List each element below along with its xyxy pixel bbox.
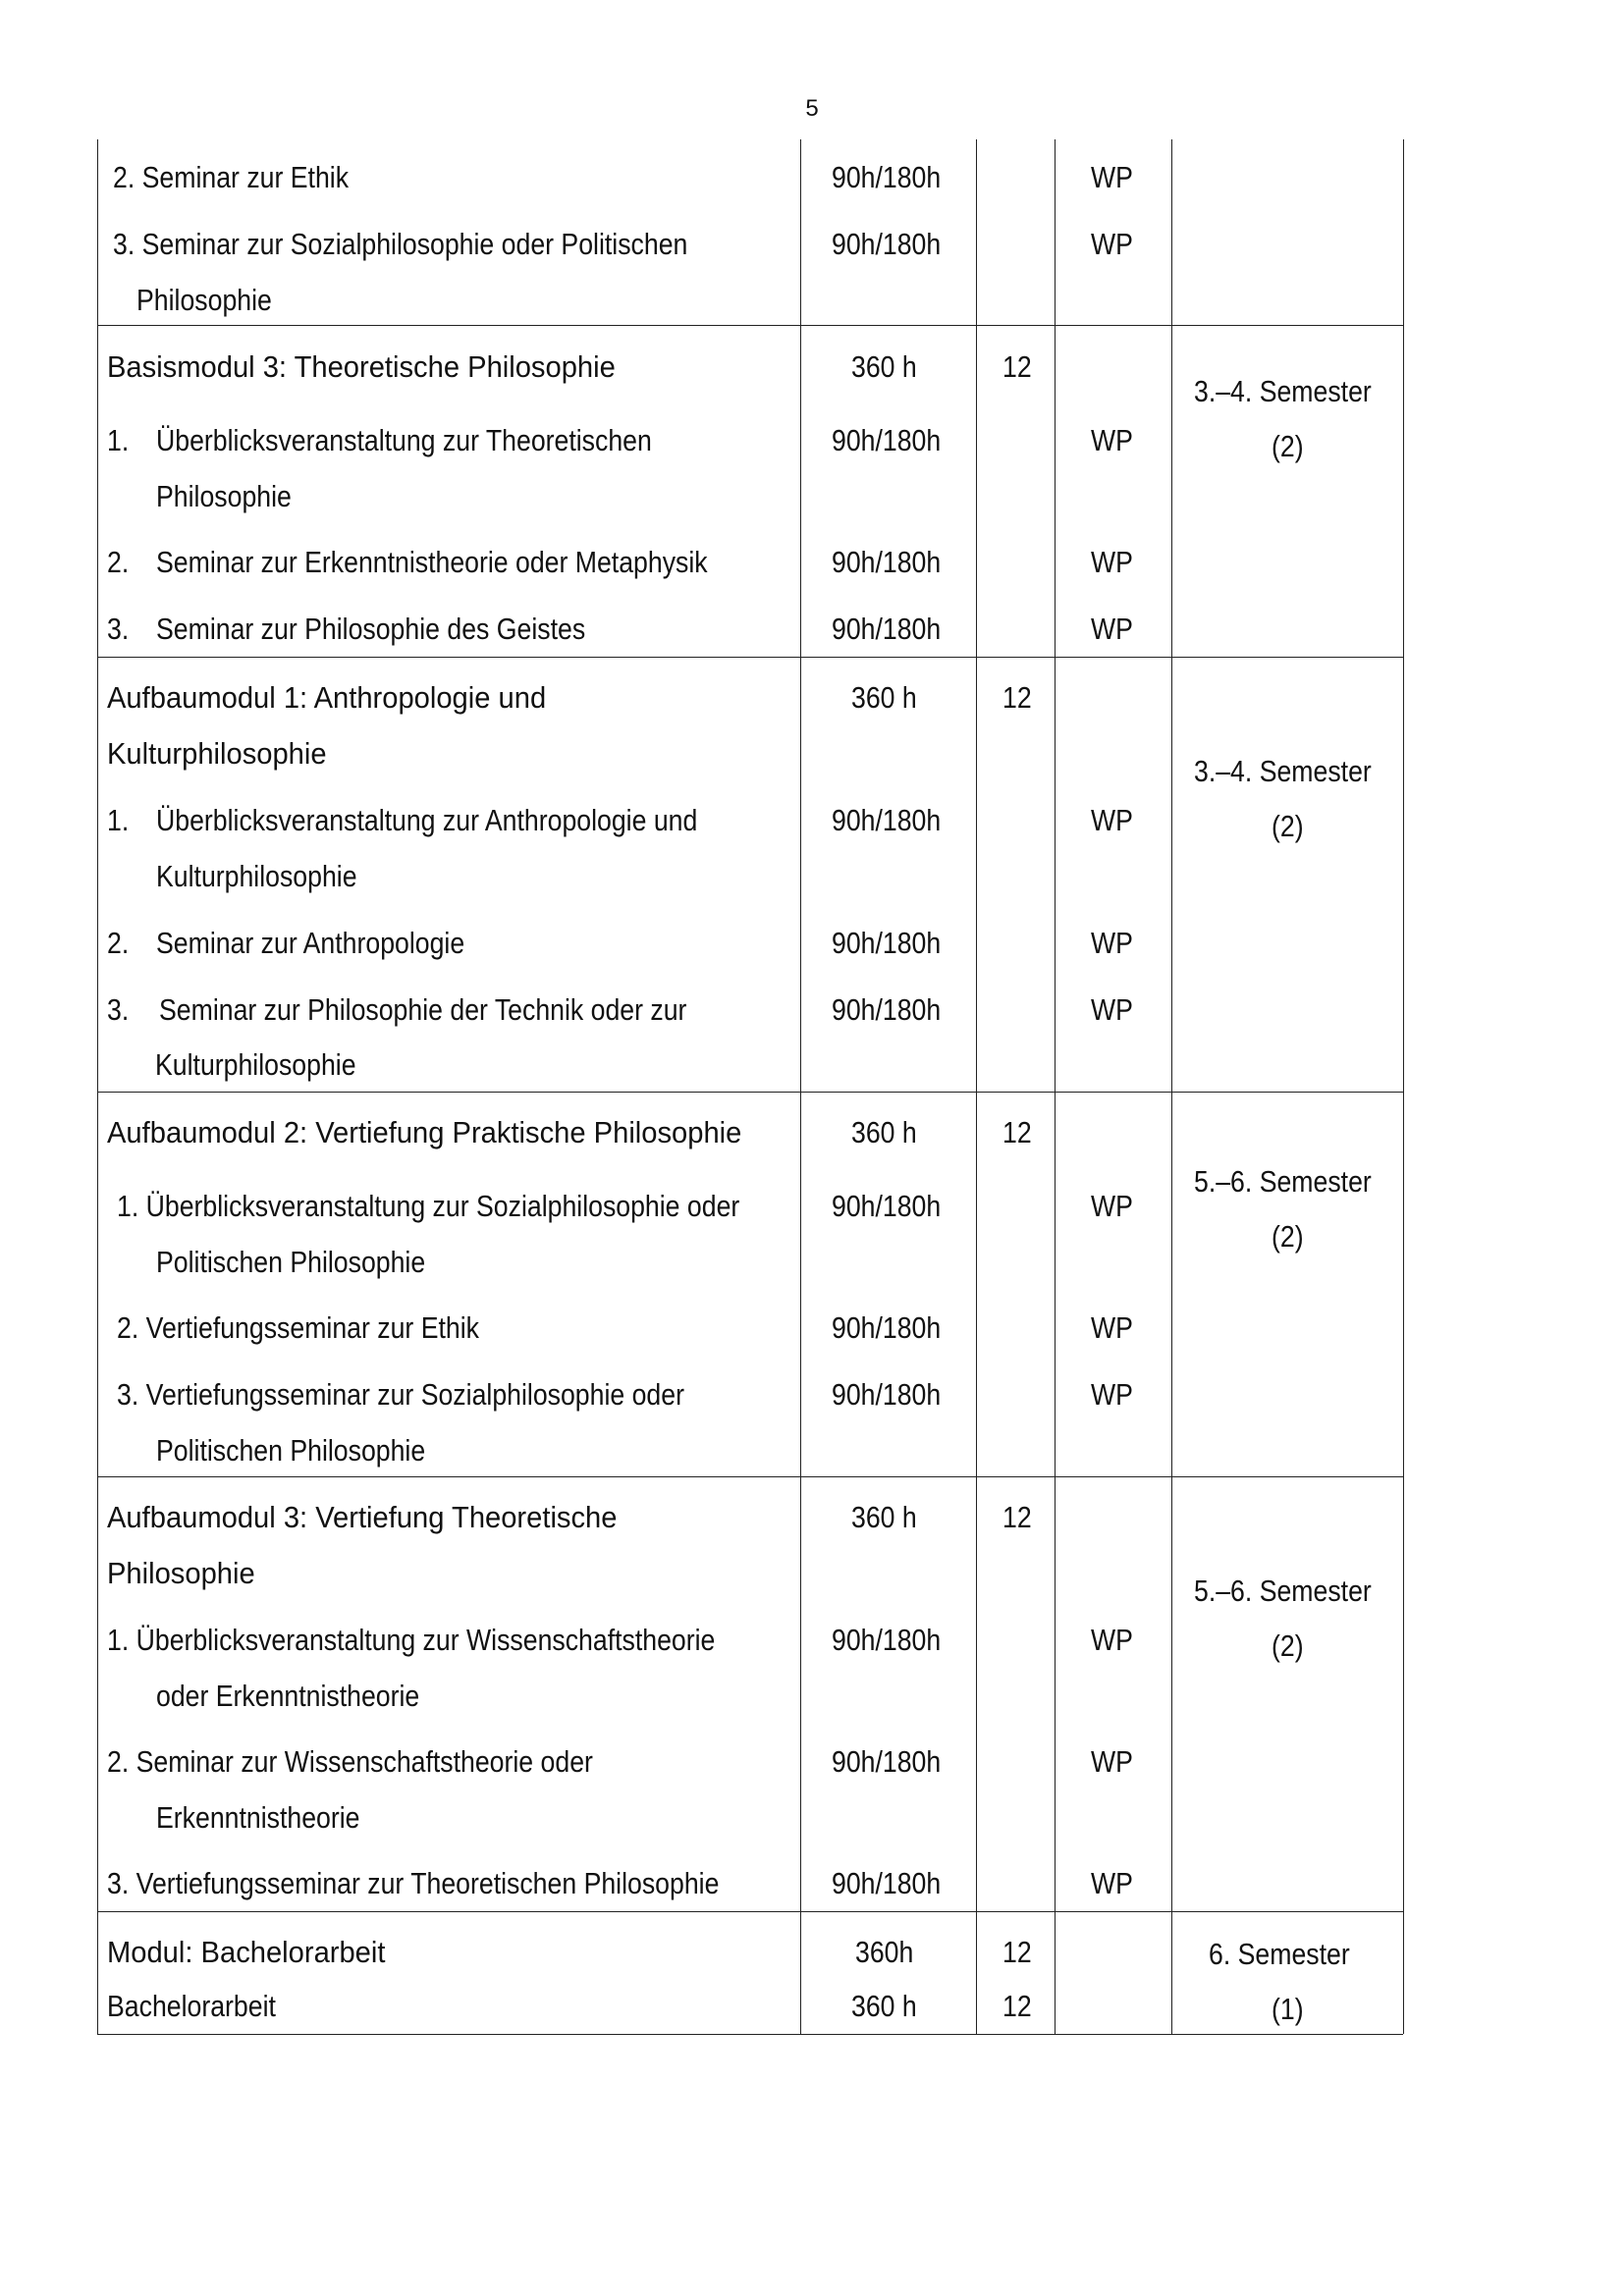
module-title-cont: Philosophie: [107, 1556, 255, 1590]
module-credits: 12: [1002, 1935, 1032, 1969]
item-number: 1.: [107, 803, 130, 837]
course-title-cont: Philosophie: [156, 479, 292, 513]
course-title: Überblicksveranstaltung zur Anthropologie und: [156, 803, 698, 837]
course-title-cont: Politischen Philosophie: [156, 1245, 426, 1279]
course-title: Seminar zur Erkenntnistheorie oder Metaphysik: [156, 545, 708, 579]
course-title: 3. Vertiefungsseminar zur Theoretischen Philosophie: [107, 1866, 720, 1900]
course-title-cont: oder Erkenntnistheorie: [156, 1679, 420, 1713]
module-semester-note: (2): [1272, 1629, 1304, 1663]
course-title-cont: Politischen Philosophie: [156, 1433, 426, 1468]
module-semester: 3.–4. Semester: [1194, 754, 1372, 788]
module-hours: 360 h: [851, 1115, 917, 1149]
course-title-cont: Kulturphilosophie: [156, 859, 357, 893]
module-semester-note: (2): [1272, 1219, 1304, 1254]
item-number: 3.: [107, 992, 130, 1027]
module-semester: 5.–6. Semester: [1194, 1574, 1372, 1608]
item-number: 2.: [107, 926, 130, 960]
module-semester: 5.–6. Semester: [1194, 1164, 1372, 1199]
course-hours: 360 h: [851, 1989, 917, 2023]
table-border-right: [1403, 139, 1404, 2034]
row-divider: [97, 1911, 1403, 1912]
course-hours: 90h/180h: [832, 926, 942, 960]
course-hours: 90h/180h: [832, 423, 942, 457]
course-type: WP: [1091, 1310, 1133, 1345]
course-title: Seminar zur Philosophie der Technik oder zur: [159, 992, 687, 1027]
course-type: WP: [1091, 1744, 1133, 1779]
course-type: WP: [1091, 1189, 1133, 1223]
course-type: WP: [1091, 545, 1133, 579]
module-hours: 360 h: [851, 349, 917, 384]
course-title: Bachelorarbeit: [107, 1989, 276, 2023]
module-title: Modul: Bachelorarbeit: [107, 1935, 386, 1969]
course-hours: 90h/180h: [832, 160, 942, 194]
course-title-cont: Kulturphilosophie: [155, 1047, 356, 1082]
row-divider: [97, 1092, 1403, 1093]
row-divider: [97, 325, 1403, 326]
course-title: Seminar zur Anthropologie: [156, 926, 465, 960]
module-hours: 360 h: [851, 680, 917, 715]
module-credits: 12: [1002, 1115, 1032, 1149]
module-title: Aufbaumodul 2: Vertiefung Praktische Philosophie: [107, 1115, 742, 1149]
module-hours: 360 h: [851, 1500, 917, 1534]
course-type: WP: [1091, 423, 1133, 457]
column-divider-hours: [800, 139, 801, 2034]
course-hours: 90h/180h: [832, 992, 942, 1027]
item-number: 2.: [107, 545, 130, 579]
table-border-bottom: [97, 2034, 1403, 2035]
course-type: WP: [1091, 992, 1133, 1027]
course-type: WP: [1091, 612, 1133, 646]
course-hours: 90h/180h: [832, 1866, 942, 1900]
course-type: WP: [1091, 1623, 1133, 1657]
course-hours: 90h/180h: [832, 1377, 942, 1412]
page-number: 5: [805, 95, 819, 122]
module-semester-note: (2): [1272, 809, 1304, 843]
column-divider-credits: [976, 139, 977, 2034]
module-title: Aufbaumodul 1: Anthropologie und: [107, 680, 547, 715]
module-hours: 360h: [855, 1935, 914, 1969]
column-divider-semester: [1171, 139, 1172, 2034]
module-semester-note: (2): [1272, 429, 1304, 463]
course-title: 1. Überblicksveranstaltung zur Wissenschaftstheorie: [107, 1623, 716, 1657]
course-title: Seminar zur Philosophie des Geistes: [156, 612, 586, 646]
course-title: 3. Seminar zur Sozialphilosophie oder Politischen: [113, 227, 688, 261]
course-title: 2. Vertiefungsseminar zur Ethik: [117, 1310, 479, 1345]
course-title: Überblicksveranstaltung zur Theoretischen: [156, 423, 652, 457]
item-number: 1.: [107, 423, 130, 457]
row-divider: [97, 1476, 1403, 1477]
course-type: WP: [1091, 803, 1133, 837]
module-semester: 6. Semester: [1209, 1937, 1350, 1971]
course-hours: 90h/180h: [832, 803, 942, 837]
course-hours: 90h/180h: [832, 1623, 942, 1657]
course-title: 1. Überblicksveranstaltung zur Sozialphilosophie oder: [117, 1189, 740, 1223]
item-number: 3.: [107, 612, 130, 646]
course-hours: 90h/180h: [832, 612, 942, 646]
course-title: 3. Vertiefungsseminar zur Sozialphilosophie oder: [117, 1377, 684, 1412]
course-title-cont: Philosophie: [136, 283, 272, 317]
course-credits: 12: [1002, 1989, 1032, 2023]
table-border-left: [97, 139, 98, 2034]
module-credits: 12: [1002, 1500, 1032, 1534]
module-semester: 3.–4. Semester: [1194, 374, 1372, 408]
course-hours: 90h/180h: [832, 227, 942, 261]
course-hours: 90h/180h: [832, 545, 942, 579]
course-type: WP: [1091, 926, 1133, 960]
course-type: WP: [1091, 227, 1133, 261]
course-type: WP: [1091, 1866, 1133, 1900]
row-divider: [97, 657, 1403, 658]
module-title-cont: Kulturphilosophie: [107, 736, 327, 771]
course-type: WP: [1091, 1377, 1133, 1412]
course-hours: 90h/180h: [832, 1189, 942, 1223]
course-title: 2. Seminar zur Ethik: [113, 160, 350, 194]
module-title: Basismodul 3: Theoretische Philosophie: [107, 349, 616, 384]
course-hours: 90h/180h: [832, 1744, 942, 1779]
course-type: WP: [1091, 160, 1133, 194]
module-semester-note: (1): [1272, 1992, 1304, 2026]
module-credits: 12: [1002, 349, 1032, 384]
column-divider-type: [1055, 139, 1056, 2034]
course-title-cont: Erkenntnistheorie: [156, 1800, 360, 1835]
module-credits: 12: [1002, 680, 1032, 715]
course-title: 2. Seminar zur Wissenschaftstheorie oder: [107, 1744, 593, 1779]
module-table: [97, 139, 1403, 2034]
module-title: Aufbaumodul 3: Vertiefung Theoretische: [107, 1500, 618, 1534]
course-hours: 90h/180h: [832, 1310, 942, 1345]
